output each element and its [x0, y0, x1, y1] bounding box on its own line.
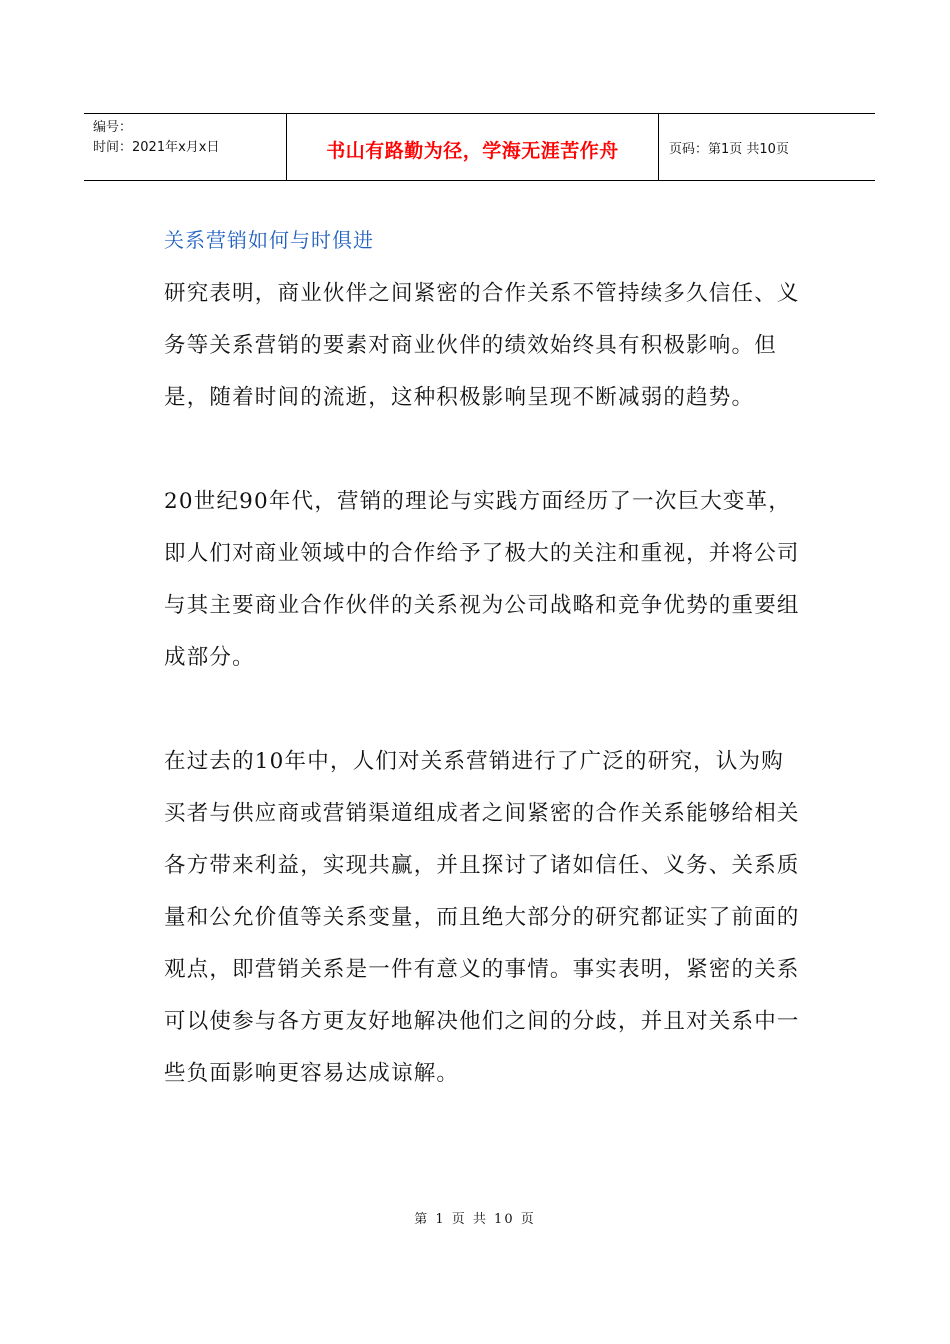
- paragraph-spacer: [164, 424, 804, 476]
- motto-text: 书山有路勤为径，学海无涯苦作舟: [326, 139, 619, 162]
- paragraph-1: 研究表明，商业伙伴之间紧密的合作关系不管持续多久信任、义务等关系营销的要素对商业伙伴的绩效始终具有积极影响。但是，随着时间的流逝，这种积极影响呈现不断减弱的趋势。: [164, 281, 800, 410]
- paragraph-spacer: [164, 684, 804, 736]
- paragraph-2: 20世纪90年代，营销的理论与实践方面经历了一次巨大变革，即人们对商业领域中的合作给予了极大的关注和重视，并将公司与其主要商业合作伙伴的关系视为公司战略和竞争优势的重要组成部分。: [164, 489, 800, 670]
- time-label: 时间：2021年x月x日: [93, 140, 220, 155]
- article-title: 关系营销如何与时俱进: [164, 228, 374, 252]
- number-label: 编号：: [93, 120, 133, 135]
- header-table: [84, 113, 875, 181]
- page-label: 页码：第1页 共10页: [669, 141, 789, 157]
- header-motto-cell: [286, 114, 659, 180]
- header-meta-cell: [84, 114, 286, 180]
- paragraph-3: 在过去的10年中，人们对关系营销进行了广泛的研究，认为购买者与供应商或营销渠道组成者之间紧密的合作关系能够给相关各方带来利益，实现共赢，并且探讨了诸如信任、义务、关系质量和公允价值等关系变量，而且绝大部分的研究都证实了前面的观点，即营销关系是一件有意义的事情。事实表明，紧密的关系可以使参与各方更友好地解决他们之间的分歧，并且对关系中一些负面影响更容易达成谅解。: [164, 749, 800, 1086]
- article-body: [164, 222, 804, 1100]
- page-footer: 第 1 页 共 10 页: [414, 1212, 536, 1227]
- header-page-cell: [659, 114, 875, 180]
